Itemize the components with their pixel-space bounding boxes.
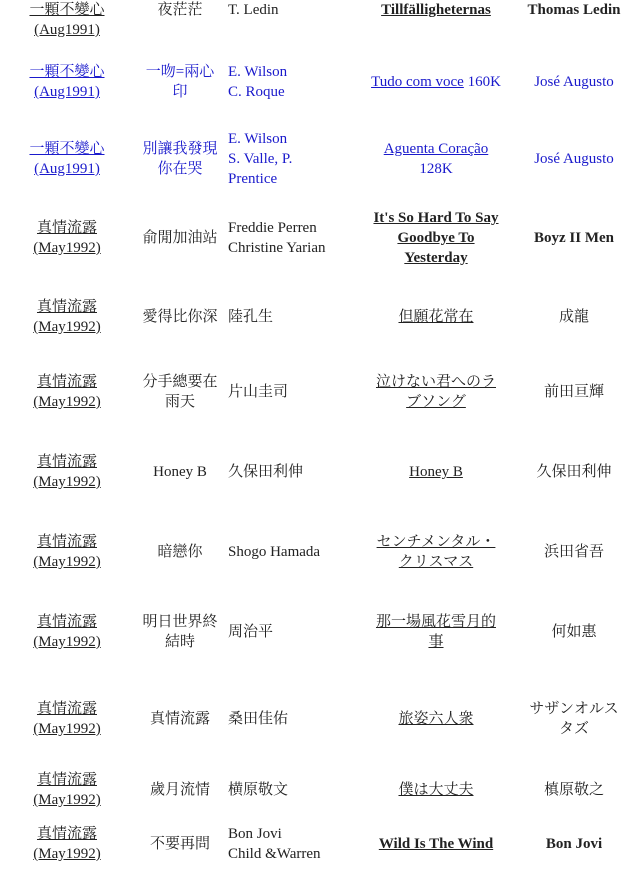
song-title-line: 一吻=兩心 <box>145 64 215 80</box>
song-cell <box>134 512 226 592</box>
table-row <box>0 282 632 352</box>
original-artist-cell <box>516 124 632 194</box>
album-cell[interactable] <box>0 592 134 672</box>
original-song-title-line[interactable]: 泣けない君へのラ <box>375 374 496 390</box>
album-cell[interactable] <box>0 512 134 592</box>
song-title-line: 愛得比你深 <box>142 309 218 325</box>
original-song-cell[interactable] <box>356 352 516 432</box>
original-song-cell[interactable] <box>356 592 516 672</box>
writer-cell <box>226 592 356 672</box>
song-title-line: 俞閒加油站 <box>142 230 218 246</box>
original-song-link[interactable] <box>356 208 516 268</box>
album-cell[interactable] <box>0 352 134 432</box>
original-song-cell[interactable] <box>356 0 516 40</box>
original-song-link[interactable] <box>356 834 516 854</box>
album-name[interactable]: 真情流露 <box>36 220 97 236</box>
album-name[interactable]: 真情流露 <box>36 374 97 390</box>
song-title-line: 暗戀你 <box>157 544 203 560</box>
artist-name: サザンオルス タズ <box>529 701 619 737</box>
original-song-link[interactable] <box>356 462 516 482</box>
song-title-line: 雨天 <box>164 394 195 410</box>
original-song-link[interactable] <box>356 532 516 572</box>
album-name[interactable]: 真情流露 <box>36 299 97 315</box>
album-cell[interactable] <box>0 0 134 40</box>
original-song-title-line[interactable]: 事 <box>428 634 444 650</box>
original-song-cell[interactable] <box>356 282 516 352</box>
song-cell <box>134 432 226 512</box>
writer-line: Child &Warren <box>228 846 321 862</box>
song-title-line: 你在哭 <box>157 161 203 177</box>
original-song-cell[interactable] <box>356 672 516 766</box>
original-artist-cell <box>516 766 632 814</box>
writer-line: S. Valle, P. <box>228 151 293 167</box>
file-size: 128K <box>419 161 453 177</box>
album-name[interactable]: 一顆不變心 <box>29 64 105 80</box>
writer-line: Freddie Perren <box>228 220 317 236</box>
original-song-cell[interactable] <box>356 194 516 282</box>
song-title-line: 分手總要在 <box>142 374 218 390</box>
original-song-title-line[interactable]: クリスマス <box>398 554 474 570</box>
album-cell[interactable] <box>0 194 134 282</box>
original-artist-cell <box>516 194 632 282</box>
original-song-cell[interactable] <box>356 432 516 512</box>
album-date[interactable]: (May1992) <box>33 721 101 737</box>
original-artist-cell <box>516 672 632 766</box>
original-song-title-line[interactable]: センチメンタル・ <box>376 534 496 550</box>
table-row <box>0 40 632 124</box>
original-artist-cell <box>516 814 632 874</box>
writer-cell <box>226 512 356 592</box>
song-title-line: 不要再問 <box>149 836 210 852</box>
song-title-line: 夜茫茫 <box>157 2 203 18</box>
original-song-title-line[interactable]: Honey B <box>409 464 463 480</box>
artist-name: Boyz II Men <box>534 230 614 246</box>
original-song-link[interactable] <box>356 0 516 20</box>
album-name[interactable]: 真情流露 <box>36 614 97 630</box>
writer-line: 陸孔生 <box>228 309 274 325</box>
writer-line: T. Ledin <box>228 2 279 18</box>
original-artist-cell <box>516 40 632 124</box>
original-song-title-line[interactable]: 僕は大丈夫 <box>398 782 474 798</box>
original-artist-cell <box>516 0 632 40</box>
table-row <box>0 592 632 672</box>
album-cell[interactable] <box>0 432 134 512</box>
original-song-link[interactable] <box>356 139 516 179</box>
writer-cell <box>226 40 356 124</box>
writer-line: Christine Yarian <box>228 240 326 256</box>
song-title-line: 歲月流情 <box>149 782 210 798</box>
table-row <box>0 814 632 874</box>
song-cell <box>134 194 226 282</box>
album-date[interactable]: (May1992) <box>33 634 101 650</box>
album-name[interactable]: 真情流露 <box>36 534 97 550</box>
writer-line: 周治平 <box>228 624 274 640</box>
song-title-line: 明日世界終 <box>142 614 218 630</box>
original-song-title-line[interactable]: Yesterday <box>404 250 468 266</box>
album-date[interactable]: (Aug1991) <box>34 84 100 100</box>
table-row <box>0 512 632 592</box>
song-cell <box>134 766 226 814</box>
writer-line: 桑田佳佑 <box>228 711 289 727</box>
artist-name: 前田亘輝 <box>543 384 604 400</box>
original-song-link[interactable] <box>356 780 516 800</box>
writer-cell <box>226 282 356 352</box>
artist-name: Thomas Ledin <box>527 2 621 18</box>
writer-cell <box>226 766 356 814</box>
original-song-link[interactable] <box>356 307 516 327</box>
album-cell[interactable] <box>0 672 134 766</box>
writer-cell <box>226 0 356 40</box>
artist-name: 浜田省吾 <box>543 544 604 560</box>
original-song-cell[interactable] <box>356 124 516 194</box>
song-cell <box>134 282 226 352</box>
album-cell[interactable] <box>0 124 134 194</box>
writer-line: E. Wilson <box>228 131 288 147</box>
original-song-title-line[interactable]: Wild Is The Wind <box>378 836 494 852</box>
original-song-title-line[interactable]: It's So Hard To Say <box>373 210 499 226</box>
artist-name: Bon Jovi <box>545 836 603 852</box>
table-row <box>0 672 632 766</box>
album-date[interactable]: (May1992) <box>33 240 101 256</box>
original-song-link[interactable] <box>356 612 516 652</box>
original-song-link[interactable] <box>356 709 516 729</box>
album-name[interactable]: 一顆不變心 <box>29 2 105 18</box>
original-artist-cell <box>516 512 632 592</box>
original-song-link[interactable] <box>356 72 516 92</box>
original-song-cell[interactable] <box>356 512 516 592</box>
artist-name: 何如惠 <box>551 624 597 640</box>
song-title-line: Honey B <box>153 464 207 480</box>
album-date[interactable]: (May1992) <box>33 319 101 335</box>
song-cell <box>134 352 226 432</box>
original-song-link[interactable] <box>356 372 516 412</box>
writer-cell <box>226 194 356 282</box>
original-song-cell[interactable] <box>356 766 516 814</box>
original-song-title-line[interactable]: Tillfälligheternas <box>381 2 491 18</box>
song-cell <box>134 0 226 40</box>
original-song-title-line[interactable]: ブソング <box>406 394 466 410</box>
writer-line: C. Roque <box>228 84 285 100</box>
artist-name: 槙原敬之 <box>543 782 604 798</box>
writer-cell <box>226 672 356 766</box>
table-row <box>0 124 632 194</box>
writer-line: 片山圭司 <box>228 384 289 400</box>
album-date[interactable]: (May1992) <box>33 792 101 808</box>
writer-line: Bon Jovi <box>228 826 282 842</box>
album-date[interactable]: (Aug1991) <box>34 161 100 177</box>
album-name[interactable]: 真情流露 <box>36 772 97 788</box>
album-date[interactable]: (May1992) <box>33 554 101 570</box>
writer-cell <box>226 352 356 432</box>
album-cell[interactable] <box>0 814 134 874</box>
song-cell <box>134 124 226 194</box>
original-song-cell[interactable] <box>356 814 516 874</box>
writer-cell <box>226 124 356 194</box>
file-size: 160K <box>463 74 501 90</box>
song-cell <box>134 814 226 874</box>
song-title-line: 印 <box>172 84 188 100</box>
writer-line: 久保田利伸 <box>228 464 304 480</box>
writer-line: Shogo Hamada <box>228 544 321 560</box>
song-title-line: 別讓我發現 <box>142 141 218 157</box>
song-title-line: 結時 <box>164 634 195 650</box>
song-cell <box>134 592 226 672</box>
original-song-cell[interactable] <box>356 40 516 124</box>
album-date[interactable]: (May1992) <box>33 846 101 862</box>
original-song-title-line[interactable]: Tudo com voce <box>371 74 464 90</box>
album-name[interactable]: 一顆不變心 <box>29 141 105 157</box>
artist-name: José Augusto <box>534 151 614 167</box>
artist-name: 成龍 <box>558 309 589 325</box>
original-song-title-line[interactable]: 那一場風花雪月的 <box>375 614 496 630</box>
original-artist-cell <box>516 282 632 352</box>
original-artist-cell <box>516 432 632 512</box>
writer-line: Prentice <box>228 171 278 187</box>
artist-name: 久保田利伸 <box>536 464 612 480</box>
album-cell[interactable] <box>0 766 134 814</box>
album-date[interactable]: (Aug1991) <box>34 22 100 38</box>
table-row <box>0 352 632 432</box>
song-cell <box>134 672 226 766</box>
album-name[interactable]: 真情流露 <box>36 701 97 717</box>
artist-name: José Augusto <box>534 74 614 90</box>
original-artist-cell <box>516 592 632 672</box>
original-song-title-line[interactable]: 但願花常在 <box>398 309 474 325</box>
writer-cell <box>226 432 356 512</box>
original-artist-cell <box>516 352 632 432</box>
writer-line: E. Wilson <box>228 64 288 80</box>
album-cell[interactable] <box>0 282 134 352</box>
album-cell[interactable] <box>0 40 134 124</box>
album-name[interactable]: 真情流露 <box>36 826 97 842</box>
original-song-title-line[interactable]: Goodbye To <box>397 230 475 246</box>
album-date[interactable]: (May1992) <box>33 474 101 490</box>
table-row <box>0 194 632 282</box>
writer-cell <box>226 814 356 874</box>
original-song-title-line[interactable]: 旅姿六人衆 <box>398 711 474 727</box>
table-row <box>0 0 632 40</box>
writer-line: 横原敬文 <box>228 782 289 798</box>
song-cell <box>134 40 226 124</box>
table-row <box>0 432 632 512</box>
song-title-line: 真情流露 <box>149 711 210 727</box>
table-row <box>0 766 632 814</box>
album-name[interactable]: 真情流露 <box>36 454 97 470</box>
original-song-title-line[interactable]: Aguenta Coração <box>383 141 489 157</box>
album-date[interactable]: (May1992) <box>33 394 101 410</box>
